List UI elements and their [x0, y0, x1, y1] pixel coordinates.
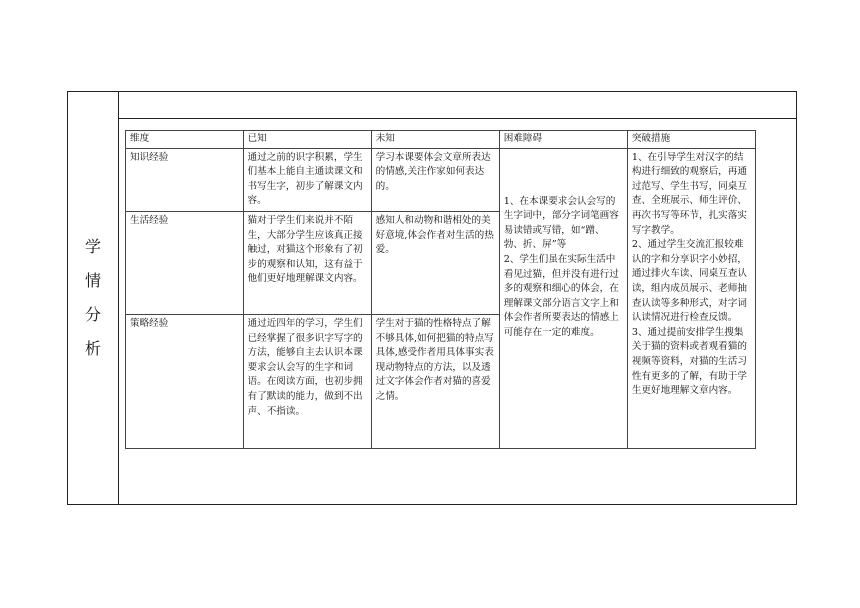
cell-dimension: 策略经验 — [126, 314, 244, 448]
learning-analysis-table — [125, 130, 756, 449]
side-title-char: 析 — [84, 339, 101, 358]
cell-unknown: 学习本课要体会文章所表达的情感,关注作家如何表达的。 — [371, 148, 499, 211]
header-dimension: 维度 — [126, 131, 244, 149]
cell-known: 通过之前的识字积累，学生们基本上能自主通读课文和书写生字，初步了解课文内容。 — [243, 148, 371, 211]
cell-unknown: 学生对于猫的性格特点了解不够具体,如何把猫的特点写具体,感受作者用具体事实表现动物特点的方法，以及透过文字体会作者对猫的喜爱之情。 — [371, 314, 499, 448]
cell-difficulty — [499, 148, 627, 448]
measures-paragraph: 2、通过学生交流汇报较难认的字和分享识字小妙招，通过排火车读、同桌互查认读，组内成员展示、老师抽查认读等多种形式，对字词认读情况进行检查反馈。 — [631, 239, 747, 324]
cell-known: 猫对于学生们来说并不陌生，大部分学生应该真正接触过，对猫这个形象有了初步的观察和认知，这有益于他们更好地理解课文内容。 — [243, 211, 371, 314]
side-title-char: 分 — [84, 305, 101, 324]
side-title-char: 学 — [84, 237, 101, 256]
cell-dimension: 生活经验 — [126, 211, 244, 314]
header-measures: 突破措施 — [627, 131, 755, 149]
top-divider — [119, 118, 796, 119]
header-known: 已知 — [243, 131, 371, 149]
cell-dimension: 知识经验 — [126, 148, 244, 211]
measures-paragraph: 1、在引导学生对汉字的结构进行细致的观察后，再通过范写、学生书写，同桌互查、全班展示、师生评价、再次书写等环节，扎实落实写字教学。 — [631, 151, 747, 236]
difficulty-paragraph: 2、学生们虽在实际生活中看见过猫，但并没有进行过多的观察和细心的体会，在理解课文部分语言文字上和体会作者所要表达的情感上可能存在一定的难度。 — [503, 253, 619, 338]
cell-unknown: 感知人和动物和谐相处的美好意境,体会作者对生活的热爱。 — [371, 211, 499, 314]
side-title-char: 情 — [84, 271, 101, 290]
measures-paragraph: 3、通过提前安排学生搜集关于猫的资料或者观看猫的视频等资料，对猫的生活习性有更多的了解，有助于学生更好地理解文章内容。 — [631, 326, 747, 397]
cell-known: 通过近四年的学习，学生们已经掌握了很多识字写字的方法，能够自主去认识本课要求会认会写的生字和词语。在阅读方面，也初步拥有了默读的能力，做到不出声、不指读。 — [243, 314, 371, 448]
difficulty-paragraph: 1、在本课要求会认会写的生字词中，部分字词笔画容易读错或写错，如“蹭、勃、折、屏”等 — [503, 195, 619, 251]
difficulty-text — [504, 195, 623, 341]
measures-text — [632, 151, 751, 399]
header-unknown: 未知 — [371, 131, 499, 149]
header-difficulty: 困难障碍 — [499, 131, 627, 149]
side-title — [68, 92, 118, 504]
side-title-column — [68, 92, 119, 504]
table-header-row — [126, 131, 756, 149]
cell-measures — [627, 148, 755, 448]
analysis-frame — [67, 91, 797, 505]
table-row — [126, 148, 756, 211]
